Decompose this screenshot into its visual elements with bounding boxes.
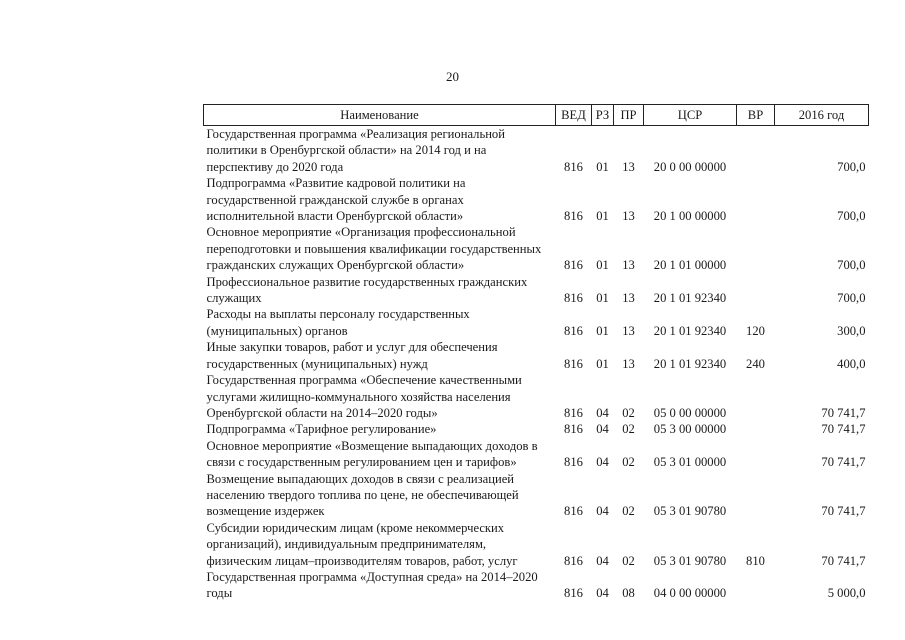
table-body (204, 126, 869, 602)
table-row (204, 126, 869, 176)
cell-name: Основное мероприятие «Возмещение выпадающих доходов в связи с государственным регулированием цен и тарифов» (206, 438, 538, 470)
cell-ved: 816 (564, 553, 583, 568)
cell-ved: 816 (564, 504, 583, 519)
cell-csr: 20 1 01 00000 (653, 258, 727, 273)
cell-ved: 816 (564, 323, 583, 338)
cell-csr: 20 1 00 00000 (653, 209, 727, 224)
cell-csr: 05 3 01 90780 (653, 504, 727, 519)
cell-name: Иные закупки товаров, работ и услуг для обеспечения государственных (муниципальных) нужд (206, 340, 498, 371)
cell-csr: 20 1 01 92340 (653, 356, 727, 371)
header-row (204, 105, 869, 126)
budget-table (203, 104, 869, 602)
cell-amount: 70 741,7 (821, 455, 866, 470)
cell-name: Подпрограмма «Развитие кадровой политики на государственной гражданской службе в органах исполнительной власти Оренбургской области» (206, 176, 466, 224)
table-row (204, 569, 869, 602)
cell-pr: 02 (622, 553, 635, 568)
cell-vr (737, 569, 775, 602)
cell-rz: 04 (596, 422, 609, 437)
cell-csr: 05 0 00 00000 (653, 405, 727, 420)
table-row (204, 438, 869, 471)
cell-amount: 70 741,7 (821, 405, 866, 420)
cell-vr (737, 421, 775, 437)
cell-vr (737, 175, 775, 224)
header-ved: ВЕД (556, 105, 592, 126)
cell-ved: 816 (564, 455, 583, 470)
cell-vr (737, 274, 775, 307)
cell-name: Государственная программа «Реализация региональной политики в Оренбургской области» на 2014 год и на перспективу до 2020 года (206, 127, 505, 174)
cell-vr (737, 224, 775, 273)
cell-rz: 01 (596, 291, 609, 306)
cell-ved: 816 (564, 422, 583, 437)
cell-pr: 08 (622, 586, 635, 601)
cell-amount: 700,0 (837, 291, 866, 306)
table-row (204, 224, 869, 273)
cell-rz: 01 (596, 323, 609, 338)
table-row (204, 274, 869, 307)
cell-name: Профессиональное развитие государственных гражданских служащих (206, 274, 528, 306)
cell-rz: 04 (596, 553, 609, 568)
cell-pr: 02 (622, 405, 635, 420)
cell-csr: 05 3 01 90780 (653, 553, 727, 568)
header-rz: РЗ (592, 105, 614, 126)
cell-pr: 02 (622, 455, 635, 470)
cell-amount: 5 000,0 (827, 586, 866, 601)
cell-rz: 04 (596, 405, 609, 420)
cell-amount: 700,0 (837, 258, 866, 273)
cell-name: Основное мероприятие «Организация профессиональной переподготовки и повышения квалификации государственных гражданских служащих Оренбургской области» (206, 225, 542, 273)
cell-csr: 20 1 01 92340 (653, 291, 727, 306)
table-row (204, 471, 869, 520)
cell-rz: 01 (596, 159, 609, 174)
cell-csr: 04 0 00 00000 (653, 586, 727, 601)
header-csr: ЦСР (644, 105, 737, 126)
table-row (204, 339, 869, 372)
table-row (204, 306, 869, 339)
table-row (204, 372, 869, 421)
cell-rz: 04 (596, 455, 609, 470)
cell-amount: 300,0 (837, 323, 866, 338)
cell-ved: 816 (564, 159, 583, 174)
cell-ved: 816 (564, 258, 583, 273)
cell-rz: 04 (596, 586, 609, 601)
table-row (204, 520, 869, 569)
header-pr: ПР (614, 105, 644, 126)
cell-vr: 810 (746, 553, 765, 568)
cell-rz: 01 (596, 209, 609, 224)
cell-name: Государственная программа «Доступная среда» на 2014–2020 годы (206, 569, 538, 601)
table-row (204, 175, 869, 224)
cell-ved: 816 (564, 209, 583, 224)
cell-ved: 816 (564, 356, 583, 371)
cell-vr: 120 (746, 323, 765, 338)
cell-amount: 70 741,7 (821, 422, 866, 437)
cell-pr: 13 (622, 258, 635, 273)
cell-ved: 816 (564, 405, 583, 420)
header-year: 2016 год (775, 105, 869, 126)
cell-amount: 700,0 (837, 209, 866, 224)
cell-vr (737, 438, 775, 471)
cell-ved: 816 (564, 586, 583, 601)
cell-pr: 02 (622, 422, 635, 437)
cell-amount: 400,0 (837, 356, 866, 371)
cell-rz: 01 (596, 258, 609, 273)
cell-rz: 04 (596, 504, 609, 519)
cell-amount: 70 741,7 (821, 553, 866, 568)
cell-ved: 816 (564, 291, 583, 306)
cell-name: Государственная программа «Обеспечение качественными услугами жилищно-коммунального хозяйства населения Оренбургской области на 2014–2020 годы» (206, 373, 522, 420)
page-number: 20 (446, 69, 459, 84)
cell-pr: 13 (622, 159, 635, 174)
cell-rz: 01 (596, 356, 609, 371)
cell-pr: 13 (622, 323, 635, 338)
cell-pr: 13 (622, 209, 635, 224)
cell-csr: 05 3 01 00000 (653, 455, 727, 470)
cell-name: Расходы на выплаты персоналу государственных (муниципальных) органов (206, 307, 470, 338)
cell-pr: 02 (622, 504, 635, 519)
cell-name: Субсидии юридическим лицам (кроме некоммерческих организаций), индивидуальным предпринимателям, физическим лицам–производителям товаров, работ, услуг (206, 520, 518, 568)
table-row (204, 421, 869, 437)
table-header (204, 105, 869, 126)
cell-name: Подпрограмма «Тарифное регулирование» (206, 422, 437, 437)
header-vr: ВР (737, 105, 775, 126)
cell-csr: 20 1 01 92340 (653, 323, 727, 338)
cell-vr (737, 372, 775, 421)
cell-csr: 05 3 00 00000 (653, 422, 727, 437)
cell-pr: 13 (622, 356, 635, 371)
cell-csr: 20 0 00 00000 (653, 159, 727, 174)
cell-amount: 70 741,7 (821, 504, 866, 519)
cell-name: Возмещение выпадающих доходов в связи с реализацией населению твердого топлива по цене, не обеспечивающей возмещение издержек (206, 471, 519, 519)
header-name: Наименование (204, 105, 556, 126)
cell-vr (737, 126, 775, 176)
cell-vr (737, 471, 775, 520)
cell-pr: 13 (622, 291, 635, 306)
cell-vr: 240 (746, 356, 765, 371)
cell-amount: 700,0 (837, 159, 866, 174)
